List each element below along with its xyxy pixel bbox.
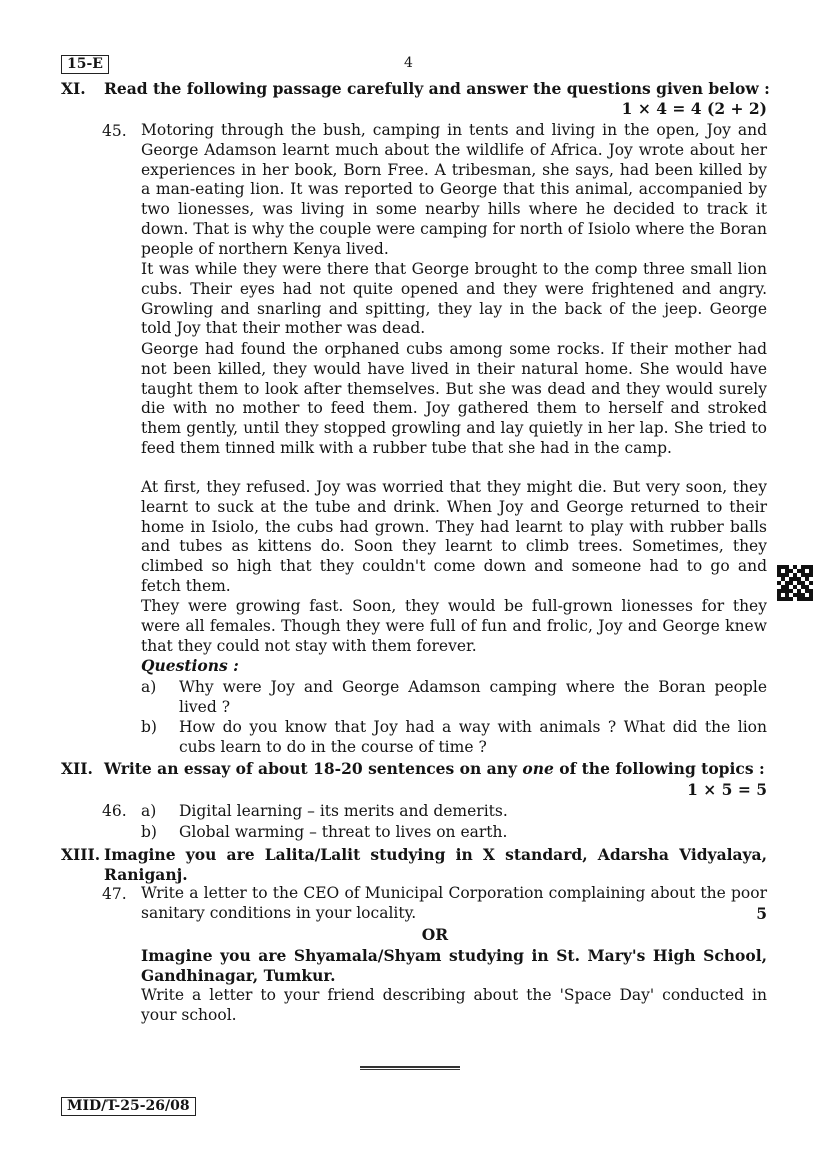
passage-paragraph-3: George had found the orphaned cubs among some rocks. If their mother had not been killed, they would have lived in their natural home. She would have taught them to look after themselves. But she was dead and they would surely die with no mother to feed them. Joy gathered them to herself and stroked them gently, until they stopped growling and lay quietly in her lap. She tried to feed them tinned milk with a rubber tube that she had in the camp. <box>141 340 767 457</box>
instruction-part-2: of the following topics : <box>553 759 765 778</box>
question-b-text: How do you know that Joy had a way with animals ? What did the lion cubs learn to do in the course of time ? <box>179 718 767 756</box>
passage-paragraph-5: They were growing fast. Soon, they would be full-grown lionesses for they were all females. Though they were full of fun and frolic, Joy and George knew that they could not stay with them forever. <box>141 597 767 655</box>
instruction-part-1: Write an essay of about 18-20 sentences on any <box>104 759 523 778</box>
section-instruction-xiii: Imagine you are Lalita/Lalit studying in X standard, Adarsha Vidyalaya, Raniganj. <box>104 845 767 884</box>
or-separator: OR <box>421 925 449 944</box>
section-instruction-xi: Read the following passage carefully and answer the questions given below : <box>104 79 770 98</box>
letter-task-b: Write a letter to your friend describing about the 'Space Day' conducted in your school. <box>141 986 767 1024</box>
section-marks-xi: 1 × 4 = 4 (2 + 2) <box>621 99 767 118</box>
question-number-47: 47. <box>102 885 127 903</box>
question-47-marks: 5 <box>756 904 767 923</box>
questions-heading: Questions : <box>141 656 239 675</box>
topic-a-label: a) <box>141 802 157 820</box>
question-number-46: 46. <box>102 802 127 820</box>
section-marks-xii: 1 × 5 = 5 <box>687 780 767 799</box>
qr-code <box>777 565 813 601</box>
alt-instruction: Imagine you are Shyamala/Shyam studying in St. Mary's High School, Gandhinagar, Tumkur. <box>141 946 767 985</box>
passage-paragraph-1: Motoring through the bush, camping in tents and living in the open, Joy and George Adamson learnt much about the wildlife of Africa. Joy wrote about her experiences in her book, Born Free. A tribesman, she says, had been killed by a man-eating lion. It was reported to George that this animal, accompanied by two lionesses, was living in some nearby hills where he decided to track it down. That is why the couple were camping for north of Isiolo where the Boran people of northern Kenya lived. <box>141 121 767 258</box>
letter-task-a: Write a letter to the CEO of Municipal Corporation complaining about the poor sanitary conditions in your locality. <box>141 884 767 922</box>
topic-b-label: b) <box>141 823 157 841</box>
paper-id-box: MID/T-25-26/08 <box>61 1097 196 1116</box>
section-number-xi: XI. <box>61 79 86 98</box>
question-number-45: 45. <box>102 122 127 140</box>
section-instruction-xii <box>104 759 767 778</box>
passage-paragraph-4: At first, they refused. Joy was worried that they might die. But very soon, they learnt to suck at the tube and drink. When Joy and George returned to their home in Isiolo, the cubs had grown. They had learnt to play with rubber balls and tubes as kittens do. Soon they learnt to climb trees. Sometimes, they climbed so high that they couldn't come down and someone had to go and fetch them. <box>141 478 767 595</box>
page-number: 4 <box>404 55 413 71</box>
topic-b-text: Global warming – threat to lives on earth. <box>179 823 508 841</box>
end-rule <box>360 1066 460 1068</box>
topic-a-text: Digital learning – its merits and demerits. <box>179 802 508 820</box>
instruction-emphasis: one <box>522 759 554 778</box>
section-number-xii: XII. <box>61 759 93 778</box>
question-b-label: b) <box>141 718 157 736</box>
end-rule-2 <box>360 1069 460 1070</box>
paper-code-box: 15-E <box>61 55 109 74</box>
question-a-label: a) <box>141 678 157 696</box>
passage-paragraph-2: It was while they were there that George brought to the comp three small lion cubs. Their eyes had not quite opened and they were frightened and angry. Growling and snarling and spitting, they lay in the back of the jeep. George told Joy that their mother was dead. <box>141 260 767 338</box>
question-a-text: Why were Joy and George Adamson camping where the Boran people lived ? <box>179 678 767 716</box>
section-number-xiii: XIII. <box>61 845 101 864</box>
